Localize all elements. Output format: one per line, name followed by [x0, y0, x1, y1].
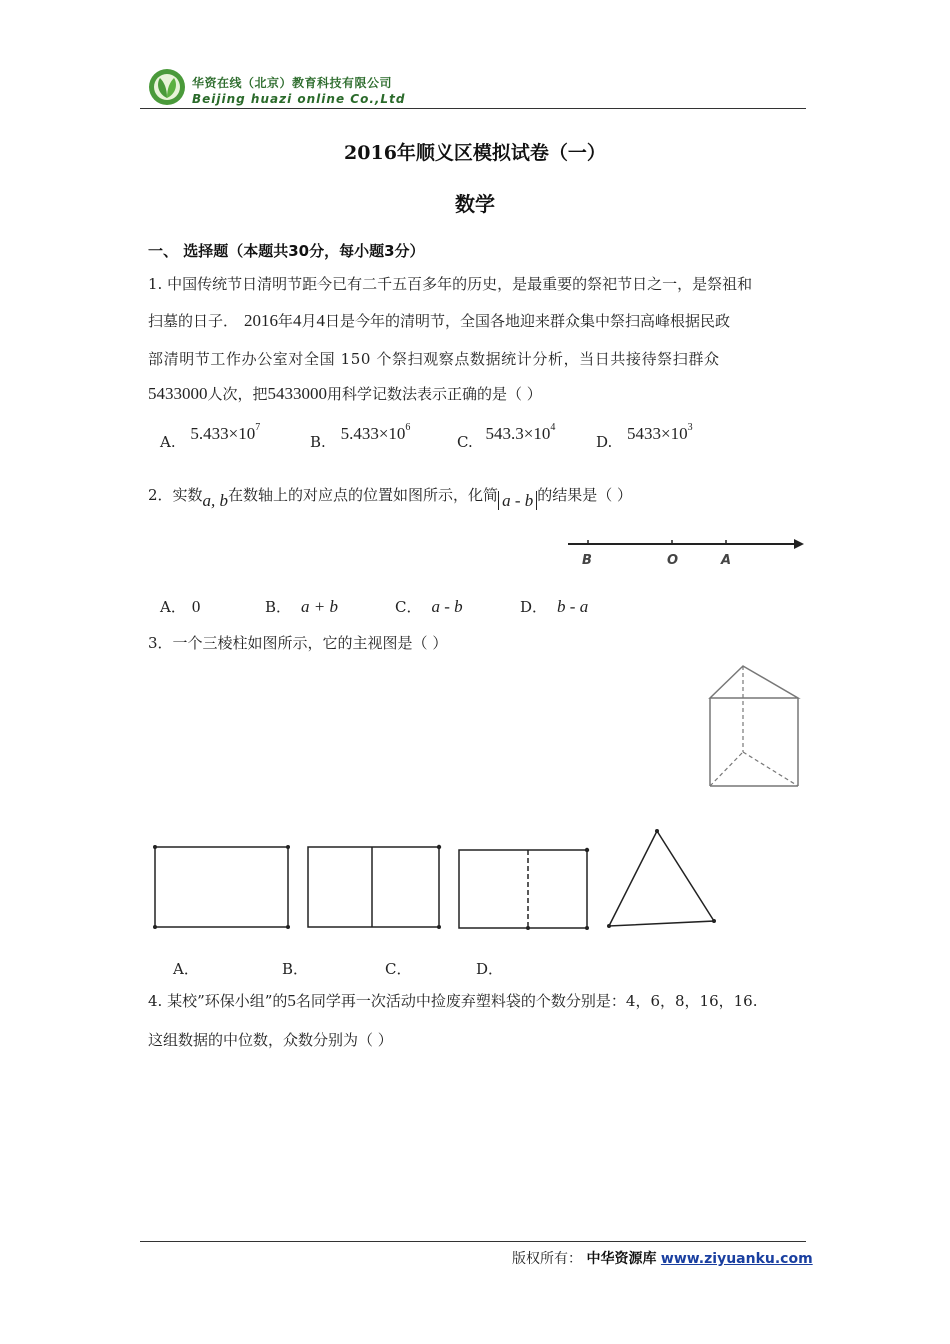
- q1-line3: 部清明节工作办公室对全国 150 个祭扫观察点数据统计分析，当日共接待祭扫群众: [148, 350, 720, 368]
- q2-option-d[interactable]: D． b - a: [520, 597, 589, 616]
- axis-label-o: O: [667, 553, 679, 568]
- q2-option-c[interactable]: C． a - b: [395, 597, 463, 616]
- header-divider: [140, 108, 806, 109]
- option-d-triangle[interactable]: [607, 829, 716, 928]
- exam-title: 2016年顺义区模拟试卷（一）: [344, 142, 606, 164]
- copyright-label: 版权所有：: [512, 1251, 582, 1267]
- q3-stem: 3．一个三棱柱如图所示，它的主视图是（ ）: [148, 634, 448, 652]
- option-c-rectangle-dashed-line[interactable]: [459, 848, 589, 930]
- company-name-cn: 华资在线（北京）教育科技有限公司: [192, 76, 393, 90]
- footer-url[interactable]: www.ziyuanku.com: [660, 1251, 813, 1267]
- number-line: [560, 532, 810, 572]
- triangular-prism-figure: [700, 660, 805, 792]
- footer: [512, 1248, 813, 1268]
- q1-option-d[interactable]: D. $5433\times 10^3$: [596, 422, 693, 451]
- q2-stem: 2．实数a, b在数轴上的对应点的位置如图所示，化简 a - b 的结果是（ ）: [148, 486, 633, 510]
- q1-option-c[interactable]: C. $543.3\times 10^4$: [457, 422, 556, 451]
- q1-option-b[interactable]: B. $5.433\times 10^6$: [310, 422, 411, 451]
- q4-line2: 这组数据的中位数，众数分别为（ ）: [148, 1031, 393, 1049]
- q1-line2: 扫墓的日子． 2016年4月4日是今年的清明节，全国各地迎来群众集中祭扫高峰根据民政: [148, 311, 731, 330]
- q4-line1: 4. 某校”环保小组”的5名同学再一次活动中捡废弃塑料袋的个数分别是：4，6，8，16，16.: [148, 991, 758, 1010]
- q1-option-a[interactable]: A. $5.433\times 10^7$: [160, 422, 261, 451]
- q3-option-d-label[interactable]: D．: [476, 960, 504, 978]
- arrow-right-icon: [794, 539, 804, 549]
- company-name-en: Beijing huazi online Co.,Ltd: [192, 92, 406, 106]
- footer-brand: 中华资源库: [586, 1251, 657, 1267]
- q3-option-c-label[interactable]: C．: [385, 960, 412, 978]
- q2-option-a[interactable]: A． 0: [160, 597, 201, 616]
- section-heading: 一、 选择题（本题共30分，每小题3分）: [148, 242, 425, 260]
- axis-label-a: A: [721, 553, 732, 568]
- leaf-logo-icon: [148, 68, 186, 106]
- q3-view-options: [145, 825, 725, 935]
- footer-divider: [140, 1241, 806, 1242]
- q1-line4: 5433000人次，把5433000用科学记数法表示正确的是（ ）: [148, 384, 542, 403]
- q1-line1: 1. 中国传统节日清明节距今已有二千五百多年的历史，是最重要的祭祀节日之一，是祭祖和: [148, 275, 753, 293]
- option-b-rectangle-solid-line[interactable]: [308, 845, 441, 929]
- option-a-rectangle[interactable]: [153, 845, 290, 929]
- q3-option-a-label[interactable]: A．: [173, 960, 199, 978]
- q2-option-b[interactable]: B． a + b: [265, 597, 339, 616]
- subject-title: 数学: [455, 192, 495, 216]
- axis-label-b: B: [582, 553, 592, 568]
- q3-option-b-label[interactable]: B．: [282, 960, 309, 978]
